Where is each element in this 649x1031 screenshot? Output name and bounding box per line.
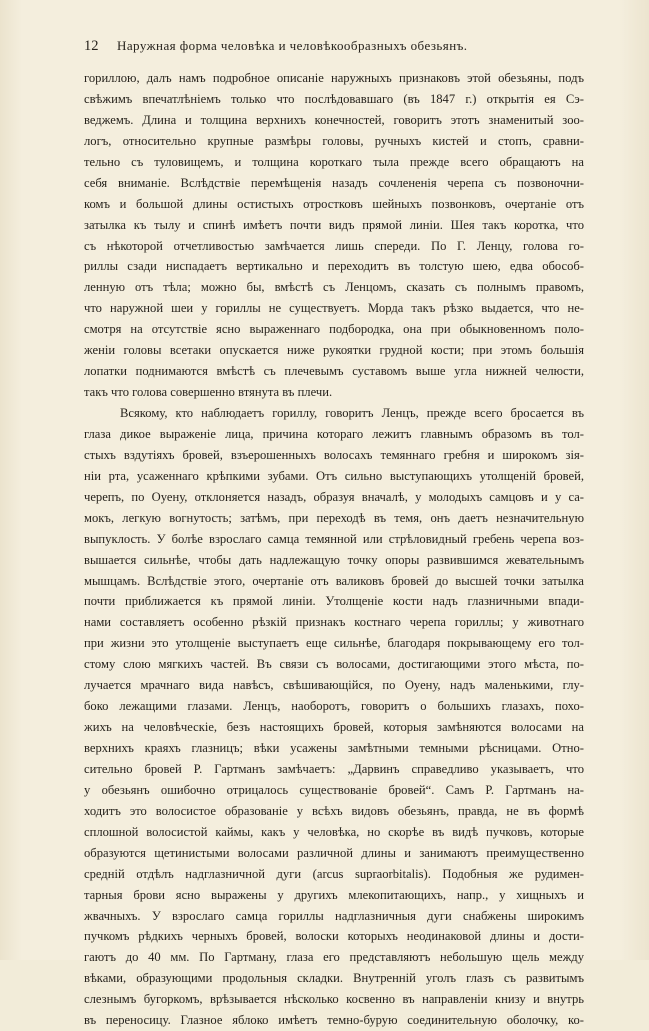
text-line: что наружной шеи у гориллы не существуетъ. Морда такъ рѣзко выдается, что не- <box>84 301 584 316</box>
text-line: жвачныхъ. У взрослаго самца гориллы надглазничныя дуги снабжены широкимъ <box>84 908 584 923</box>
text-line: мышцамъ. Вслѣдствіе этого, очертаніе отъ валиковъ бровей до высшей точки затылка <box>84 573 584 588</box>
text-line: женіи головы всетаки опускается ниже рукоятки грудной кости; при этомъ большія <box>84 343 584 358</box>
text-line: тарныя брови ясно выражены у другихъ млекопитающихъ, напр., у хищныхъ и <box>84 887 584 902</box>
text-line: мокъ, легкую вогнутость; затѣмъ, при переходѣ въ темя, онъ даетъ незначительную <box>84 510 584 525</box>
text-line: сплошной волосистой каймы, какъ у человѣка, но скорѣе въ видѣ пучковъ, которые <box>84 824 584 839</box>
text-line: тельно съ туловищемъ, и толщина короткаго тыла прежде всего обращаютъ на <box>84 154 584 169</box>
text-line: выпуклость. У болѣе взрослаго самца темянной или стрѣловидный гребень черепа воз- <box>84 531 584 546</box>
page-number: 12 <box>84 38 99 54</box>
page-header <box>84 38 584 60</box>
text-line: затылка къ тылу и спинѣ имѣетъ почти видъ прямой линіи. Шея такъ коротка, что <box>84 217 584 232</box>
text-line: средній отдѣлъ надглазничной дуги (arcus supraorbitalis). Подобныя же рудимен- <box>84 866 584 881</box>
text-line: гаютъ до 40 мм. По Гартману, глаза его представляютъ небольшую щель между <box>84 950 584 965</box>
text-line: жихъ на человѣческіе, безъ настоящихъ бровей, которыя замѣняются волосами на <box>84 720 584 735</box>
text-line: нами составляетъ особенно рѣзкій признакъ костнаго черепа гориллы; у животнаго <box>84 615 584 630</box>
text-line: боко лежащими глазами. Ленцъ, наоборотъ, говоритъ о большихъ глазахъ, похо- <box>84 699 584 714</box>
text-line: почти приближается къ прямой линіи. Утолщеніе кости надъ глазничными впади- <box>84 594 584 609</box>
text-line: вышается сильнѣе, чтобы дать надлежащую точку опоры развившимся жевательнымъ <box>84 552 584 567</box>
text-line: логъ, относительно крупные размѣры головы, ручныхъ кистей и стопъ, сравни- <box>84 133 584 148</box>
text-line: комъ и большой длины остистыхъ отростковъ шейныхъ позвонковъ, очертаніе отъ <box>84 196 584 211</box>
running-title: Наружная форма человѣка и человѣкообразныхъ обезьянъ. <box>117 38 468 53</box>
text-line: лопатки поднимаются вмѣстѣ съ плечевымъ суставомъ выше угла нижней челюсти, <box>84 364 584 379</box>
text-line: смотря на отсутствіе ясно выраженнаго подбородка, она при обыкновенномъ поло- <box>84 322 584 337</box>
text-line: у обезьянъ ошибочно отрицалось существованіе бровей“. Самъ Р. Гартманъ на- <box>84 782 584 797</box>
text-line: риллы сзади ниспадаетъ вертикально и переходитъ въ толстую шею, едва обособ- <box>84 259 584 274</box>
text-line: ніи рта, усаженнаго крѣпкими зубами. Отъ сильно выступающихъ утолщеній бровей, <box>84 468 584 483</box>
text-line: верхнихъ краяхъ глазницъ; вѣки усажены замѣтными темными рѣсницами. Отно- <box>84 741 584 755</box>
text-line: стыхъ вздутіяхъ бровей, взъерошенныхъ волосахъ темяннаго гребня и широкомъ зія- <box>84 447 584 462</box>
text-line: въ переносицу. Глазное яблоко имѣетъ темно-бурую соединительную оболочку, ко- <box>84 1013 584 1028</box>
text-line: ленную отъ тѣла; можно бы, вмѣстѣ съ Ленцомъ, сказать съ полнымъ правомъ, <box>84 280 584 295</box>
text-line: черепъ, по Оуену, отклоняется назадъ, образуя вначалѣ, у молодыхъ самцовъ и у са- <box>84 489 584 504</box>
text-line: Всякому, кто наблюдаетъ гориллу, говоритъ Ленцъ, прежде всего бросается въ <box>120 406 584 420</box>
text-line: себя вниманіе. Вслѣдствіе перемѣщенія назадъ сочлененія черепа съ позвоночни- <box>84 175 584 190</box>
text-line: образуются щетинистыми волосами различной длины и занимаютъ преимущественно <box>84 845 584 860</box>
text-line: веджемъ. Длина и толщина верхнихъ конечностей, говоритъ этотъ знаменитый зоо- <box>84 112 584 127</box>
text-line: лучается мрачнаго вида навѣсъ, свѣшивающійся, по Оуену, надъ маленькими, глу- <box>84 678 584 693</box>
text-line: вѣками, образующими продольныя складки. Внутренній уголъ глазъ съ развитымъ <box>84 971 584 986</box>
text-line: сительно бровей Р. Гартманъ замѣчаетъ: „Дарвинъ справедливо указываетъ, что <box>84 761 584 776</box>
text-line: глаза дикое выраженіе лица, причина котораго лежитъ главнымъ образомъ въ тол- <box>84 426 584 441</box>
text-line: стому слою мягкихъ частей. Въ связи съ волосами, достигающими этого мѣста, по- <box>84 657 584 672</box>
text-line: гориллою, далъ намъ подробное описаніе наружныхъ признаковъ этой обезьяны, подъ <box>84 71 584 85</box>
text-line: слезнымъ бугоркомъ, врѣзывается нѣсколько косвенно въ направленіи книзу и внутрь <box>84 992 584 1007</box>
body-text <box>84 68 584 1031</box>
text-line: пучкомъ рѣдкихъ черныхъ бровей, волоски которыхъ неодинаковой длины и дости- <box>84 929 584 944</box>
text-line: при жизни это утолщеніе выступаетъ еще сильнѣе, благодаря покрывающему его тол- <box>84 636 584 651</box>
text-line: ходитъ это волосистое образованіе у всѣхъ видовъ обезьянъ, правда, не въ формѣ <box>84 803 584 818</box>
text-line: свѣжимъ впечатлѣніемъ только что послѣдовавшаго (въ 1847 г.) открытія ея Сэ- <box>84 91 584 106</box>
text-line: такъ что голова совершенно втянута въ плечи. <box>84 385 333 400</box>
text-line: съ нѣкоторой отчетливостью замѣчается лишь спереди. По Г. Ленцу, голова го- <box>84 238 584 253</box>
